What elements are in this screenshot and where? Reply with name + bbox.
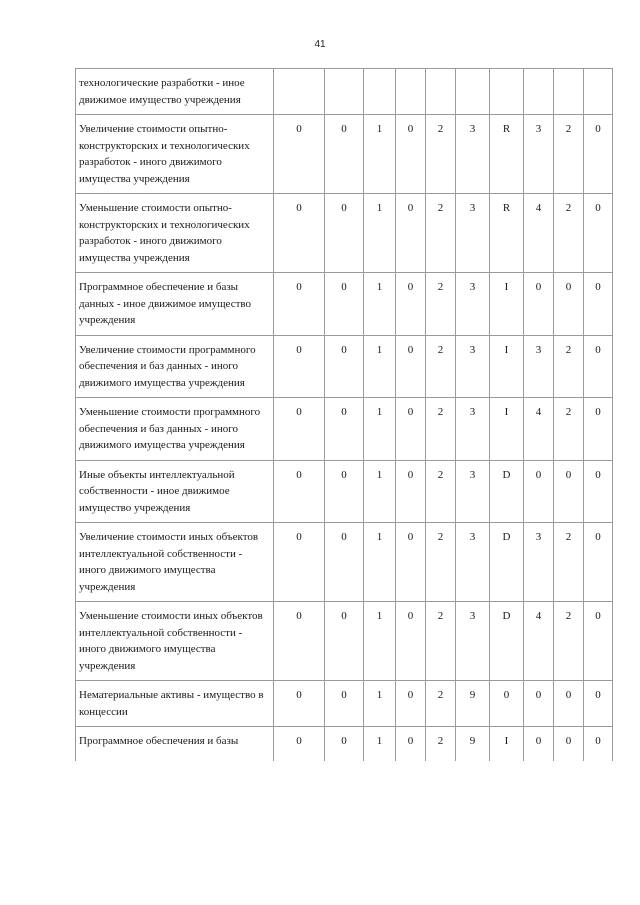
code-digit-cell: 0 <box>554 273 584 336</box>
code-digit-cell: 2 <box>426 727 456 762</box>
code-digit-cell: I <box>490 273 524 336</box>
code-digit-cell <box>584 69 613 115</box>
code-digit-cell: 0 <box>584 523 613 602</box>
code-digit-cell: 4 <box>524 194 554 273</box>
code-digit-cell: 9 <box>456 727 490 762</box>
code-digit-cell <box>524 69 554 115</box>
code-digit-cell: 2 <box>426 602 456 681</box>
code-digit-cell <box>554 69 584 115</box>
code-digit-cell: D <box>490 602 524 681</box>
code-digit-cell: 0 <box>396 460 426 523</box>
code-digit-cell: 0 <box>584 460 613 523</box>
account-description-cell: Уменьшение стоимости программного обеспечения и баз данных - иного движимого имущества учреждения <box>76 398 274 461</box>
code-digit-cell: 1 <box>364 335 396 398</box>
page-number: 41 <box>314 39 326 50</box>
account-description-cell: Увеличение стоимости опытно-конструкторских и технологических разработок - иного движимого имущества учреждения <box>76 115 274 194</box>
code-digit-cell: 3 <box>524 523 554 602</box>
code-digit-cell: 0 <box>396 115 426 194</box>
code-digit-cell: 3 <box>456 194 490 273</box>
code-digit-cell: 0 <box>274 273 325 336</box>
code-digit-cell: 0 <box>325 681 364 727</box>
code-digit-cell: 0 <box>396 335 426 398</box>
code-digit-cell: 1 <box>364 115 396 194</box>
code-digit-cell: 2 <box>554 602 584 681</box>
table-row <box>76 460 613 523</box>
code-digit-cell: 1 <box>364 460 396 523</box>
code-digit-cell <box>364 69 396 115</box>
table-row <box>76 273 613 336</box>
code-digit-cell: 0 <box>274 398 325 461</box>
code-digit-cell: 0 <box>396 523 426 602</box>
code-digit-cell: 0 <box>554 681 584 727</box>
code-digit-cell: 0 <box>524 681 554 727</box>
code-digit-cell: 0 <box>325 194 364 273</box>
table-row <box>76 681 613 727</box>
code-digit-cell: 0 <box>524 727 554 762</box>
code-digit-cell: 0 <box>524 460 554 523</box>
code-digit-cell: 0 <box>490 681 524 727</box>
table-row <box>76 335 613 398</box>
account-description-cell: Увеличение стоимости иных объектов интеллектуальной собственности - иного движимого имущества учреждения <box>76 523 274 602</box>
code-digit-cell: R <box>490 194 524 273</box>
code-digit-cell: 0 <box>325 460 364 523</box>
account-description-cell: Программное обеспечение и базы данных - иное движимое имущество учреждения <box>76 273 274 336</box>
code-digit-cell <box>426 69 456 115</box>
table-row <box>76 398 613 461</box>
code-digit-cell: 2 <box>426 523 456 602</box>
code-digit-cell: 2 <box>554 194 584 273</box>
account-description-cell: Программное обеспечения и базы <box>76 727 274 762</box>
code-digit-cell: 2 <box>554 115 584 194</box>
code-digit-cell: 2 <box>426 681 456 727</box>
code-digit-cell: 0 <box>524 273 554 336</box>
code-digit-cell: 1 <box>364 681 396 727</box>
code-digit-cell: 0 <box>584 273 613 336</box>
code-digit-cell: 2 <box>554 335 584 398</box>
table-row <box>76 523 613 602</box>
code-digit-cell: 1 <box>364 523 396 602</box>
code-digit-cell: I <box>490 335 524 398</box>
code-digit-cell: I <box>490 727 524 762</box>
code-digit-cell: 3 <box>456 602 490 681</box>
code-digit-cell: 3 <box>456 398 490 461</box>
table-row <box>76 115 613 194</box>
code-digit-cell: 2 <box>426 460 456 523</box>
code-digit-cell: 0 <box>274 602 325 681</box>
code-digit-cell <box>274 69 325 115</box>
account-description-cell: Увеличение стоимости программного обеспечения и баз данных - иного движимого имущества учреждения <box>76 335 274 398</box>
code-digit-cell: 4 <box>524 602 554 681</box>
code-digit-cell: 0 <box>274 194 325 273</box>
account-description-cell: технологические разработки - иное движимое имущество учреждения <box>76 69 274 115</box>
code-digit-cell: 0 <box>396 602 426 681</box>
code-digit-cell: 2 <box>426 115 456 194</box>
code-digit-cell: 1 <box>364 602 396 681</box>
code-digit-cell: 9 <box>456 681 490 727</box>
table-row <box>76 727 613 762</box>
code-digit-cell: 0 <box>274 727 325 762</box>
code-digit-cell: 0 <box>396 194 426 273</box>
code-digit-cell: 2 <box>426 194 456 273</box>
code-digit-cell: 2 <box>554 398 584 461</box>
code-digit-cell: 0 <box>274 335 325 398</box>
code-digit-cell: 3 <box>456 460 490 523</box>
code-digit-cell: 2 <box>426 398 456 461</box>
account-codes-table <box>75 68 613 761</box>
code-digit-cell: 3 <box>456 335 490 398</box>
account-description-cell: Нематериальные активы - имущество в концессии <box>76 681 274 727</box>
code-digit-cell: 0 <box>325 602 364 681</box>
code-digit-cell: D <box>490 523 524 602</box>
code-digit-cell: 3 <box>456 115 490 194</box>
code-digit-cell: 0 <box>325 115 364 194</box>
code-digit-cell: 0 <box>554 460 584 523</box>
code-digit-cell <box>396 69 426 115</box>
code-digit-cell: 0 <box>584 602 613 681</box>
code-digit-cell: 0 <box>396 398 426 461</box>
code-digit-cell <box>456 69 490 115</box>
code-digit-cell: 0 <box>584 398 613 461</box>
code-digit-cell: 2 <box>426 335 456 398</box>
code-digit-cell: 3 <box>524 115 554 194</box>
account-description-cell: Иные объекты интеллектуальной собственности - иное движимое имущество учреждения <box>76 460 274 523</box>
code-digit-cell: 0 <box>274 115 325 194</box>
code-digit-cell: R <box>490 115 524 194</box>
code-digit-cell: 3 <box>456 273 490 336</box>
code-digit-cell: 0 <box>274 460 325 523</box>
code-digit-cell: 1 <box>364 273 396 336</box>
code-digit-cell: 0 <box>274 681 325 727</box>
code-digit-cell <box>490 69 524 115</box>
code-digit-cell: 0 <box>325 398 364 461</box>
code-digit-cell: 2 <box>554 523 584 602</box>
code-digit-cell: 0 <box>396 727 426 762</box>
code-digit-cell <box>325 69 364 115</box>
code-digit-cell: 0 <box>325 273 364 336</box>
table-row <box>76 602 613 681</box>
code-digit-cell: 0 <box>584 727 613 762</box>
code-digit-cell: 0 <box>325 523 364 602</box>
code-digit-cell: 0 <box>396 273 426 336</box>
code-digit-cell: 0 <box>584 115 613 194</box>
code-digit-cell: 0 <box>274 523 325 602</box>
code-digit-cell: D <box>490 460 524 523</box>
code-digit-cell: 1 <box>364 398 396 461</box>
table-row <box>76 194 613 273</box>
code-digit-cell: 0 <box>396 681 426 727</box>
code-digit-cell: 4 <box>524 398 554 461</box>
code-digit-cell: 3 <box>456 523 490 602</box>
code-digit-cell: 1 <box>364 194 396 273</box>
code-digit-cell: 0 <box>325 727 364 762</box>
account-description-cell: Уменьшение стоимости иных объектов интеллектуальной собственности - иного движимого имущества учреждения <box>76 602 274 681</box>
code-digit-cell: 1 <box>364 727 396 762</box>
code-digit-cell: 0 <box>584 681 613 727</box>
code-digit-cell: 0 <box>584 194 613 273</box>
code-digit-cell: 0 <box>554 727 584 762</box>
account-description-cell: Уменьшение стоимости опытно-конструкторских и технологических разработок - иного движимого имущества учреждения <box>76 194 274 273</box>
code-digit-cell: 0 <box>584 335 613 398</box>
code-digit-cell: 0 <box>325 335 364 398</box>
code-digit-cell: 3 <box>524 335 554 398</box>
code-digit-cell: I <box>490 398 524 461</box>
code-digit-cell: 2 <box>426 273 456 336</box>
table-row <box>76 69 613 115</box>
